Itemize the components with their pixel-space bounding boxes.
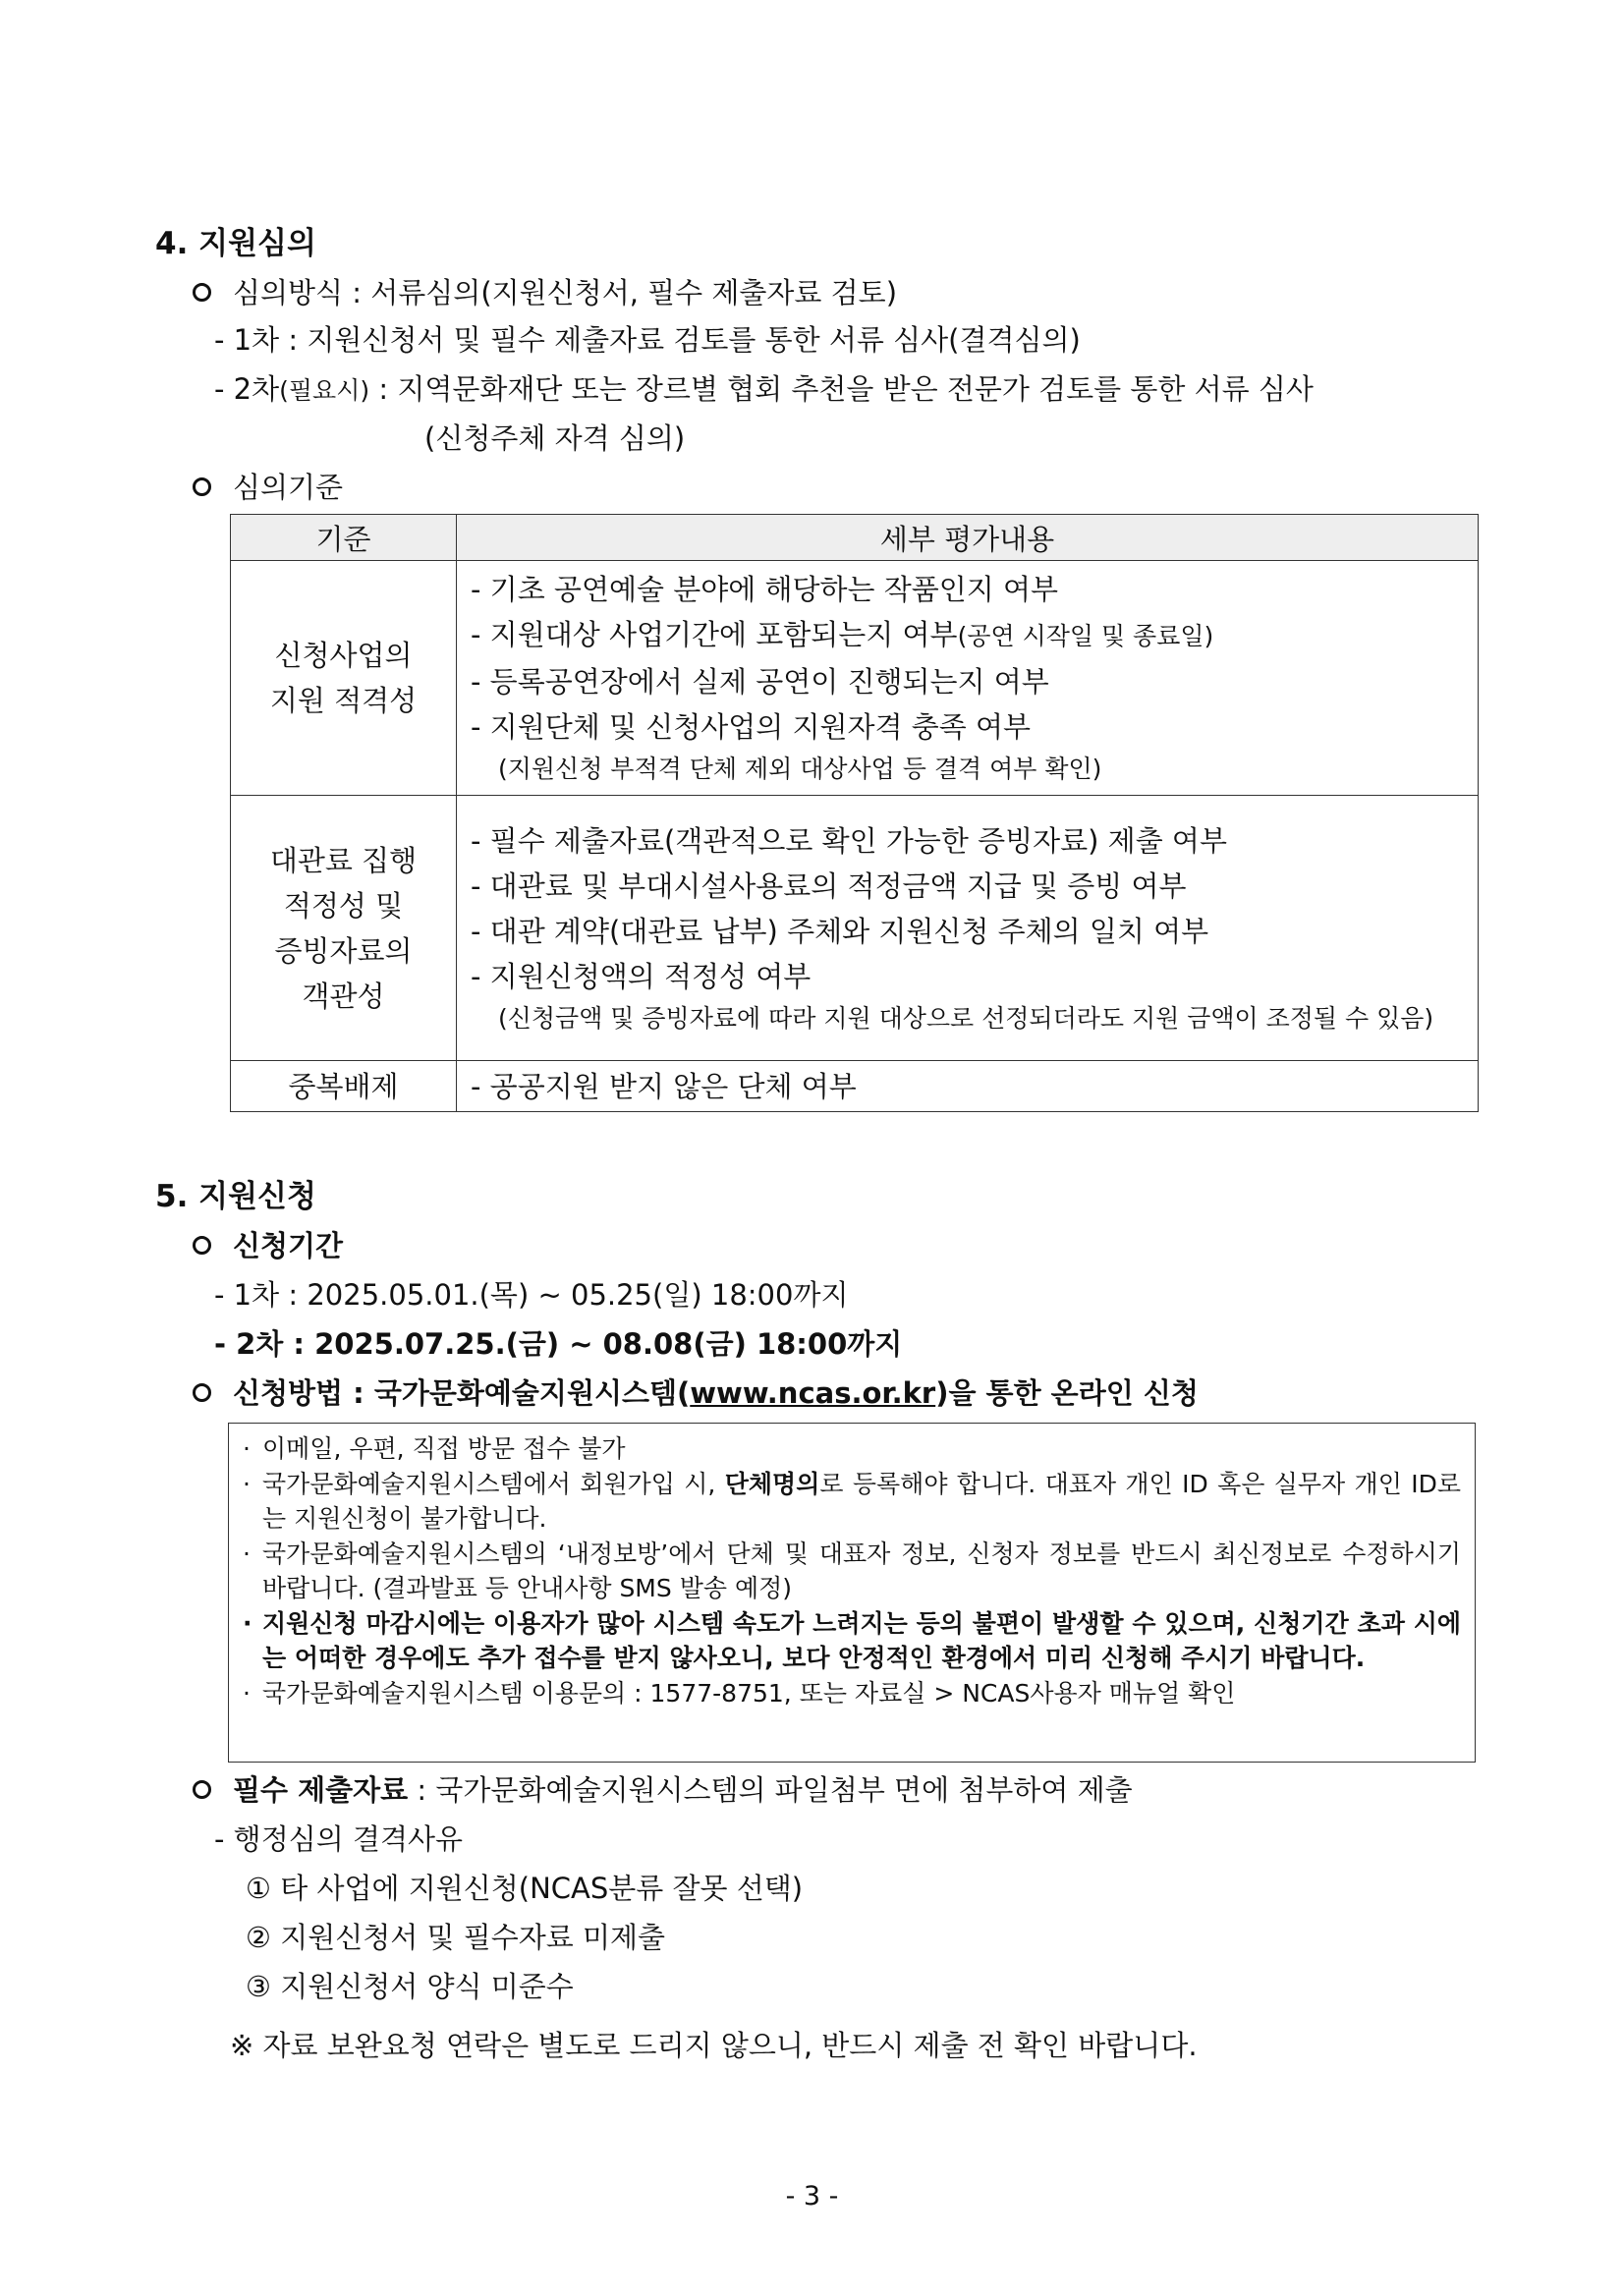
details-cell: - 공공지원 받지 않은 단체 여부 (457, 1061, 1479, 1112)
review-criteria-heading: 심의기준 (193, 466, 343, 506)
table-row (231, 561, 1479, 796)
table-row (231, 1061, 1479, 1112)
disqualification-item: ③ 지원신청서 양식 미준수 (246, 1970, 574, 2003)
disqualification-heading: - 행정심의 결격사유 (214, 1822, 464, 1856)
criteria-cell: 중복배제 (231, 1061, 457, 1112)
application-period-heading: 신청기간 (193, 1224, 343, 1264)
circle-bullet-icon (193, 1780, 211, 1799)
notice-item: · 국가문화예술지원시스템 이용문의 : 1577-8751, 또는 자료실 > NCAS사용자 매뉴얼 확인 (243, 1676, 1461, 1711)
circle-bullet-icon (193, 1236, 211, 1255)
required-documents: 필수 제출자료 : 국가문화예술지원시스템의 파일첨부 면에 첨부하여 제출 (193, 1768, 1133, 1809)
header-criteria: 기준 (231, 515, 457, 561)
review-round-2-cont: (신청주체 자격 심의) (424, 421, 686, 455)
disqualification-item: ② 지원신청서 및 필수자료 미제출 (246, 1921, 666, 1954)
ncas-link[interactable]: www.ncas.or.kr (690, 1376, 936, 1410)
circle-bullet-icon (193, 477, 211, 496)
period-round-2: - 2차 : 2025.07.25.(금) ~ 08.08(금) 18:00까지 (214, 1327, 903, 1361)
criteria-cell: 대관료 집행 적정성 및 증빙자료의 객관성 (231, 796, 457, 1061)
notice-item: · 국가문화예술지원시스템에서 회원가입 시, 단체명의로 등록해야 합니다. 대표자 개인 ID 혹은 실무자 개인 ID로는 지원신청이 불가합니다. (243, 1467, 1461, 1537)
period-round-1: - 1차 : 2025.05.01.(목) ~ 05.25(일) 18:00까지 (214, 1278, 849, 1312)
page-number: - 3 - (785, 2181, 839, 2212)
criteria-cell: 신청사업의 지원 적격성 (231, 561, 457, 796)
review-round-1: - 1차 : 지원신청서 및 필수 제출자료 검토를 통한 서류 심사(결격심의) (214, 323, 1081, 357)
review-round-2: - 2차(필요시) : 지역문화재단 또는 장르별 협회 추천을 받은 전문가 검토를 통한 서류 심사 (214, 372, 1314, 406)
circle-bullet-icon (193, 283, 211, 302)
header-details: 세부 평가내용 (457, 515, 1479, 561)
notice-item: · 국가문화예술지원시스템의 ‘내정보방’에서 단체 및 대표자 정보, 신청자 정보를 반드시 최신정보로 수정하시기 바랍니다. (결과발표 등 안내사항 SMS 발송 예정) (243, 1537, 1461, 1606)
application-method-heading: 신청방법 : 국가문화예술지원시스템(www.ncas.or.kr)을 통한 온라인 신청 (193, 1372, 1199, 1412)
note: ※ 자료 보완요청 연락은 별도로 드리지 않으니, 반드시 제출 전 확인 바랍니다. (230, 2029, 1198, 2062)
notice-item: · 지원신청 마감시에는 이용자가 많아 시스템 속도가 느려지는 등의 불편이 발생할 수 있으며, 신청기간 초과 시에는 어떠한 경우에도 추가 접수를 받지 않사오니, 보다 안정적인 환경에서 미리 신청해 주시기 바랍니다. (243, 1606, 1461, 1676)
table-row (231, 796, 1479, 1061)
circle-bullet-icon (193, 1383, 211, 1402)
details-cell: - 기초 공연예술 분야에 해당하는 작품인지 여부 - 지원대상 사업기간에 포함되는지 여부(공연 시작일 및 종료일) - 등록공연장에서 실제 공연이 진행되는지 여부 - 지원단체 및 신청사업의 지원자격 충족 여부 (지원신청 부적격 단체 제외 대상사업 등 결격 여부 확인) (457, 561, 1479, 796)
review-method: 심의방식 : 서류심의(지원신청서, 필수 제출자료 검토) (193, 271, 897, 311)
table-header-row (231, 515, 1479, 561)
notice-item: · 이메일, 우편, 직접 방문 접수 불가 (243, 1431, 1461, 1467)
review-criteria-table (230, 514, 1479, 1112)
section-5-title: 5. 지원신청 (155, 1179, 316, 1214)
notice-box (228, 1423, 1476, 1763)
section-4-title: 4. 지원심의 (155, 226, 316, 261)
disqualification-item: ① 타 사업에 지원신청(NCAS분류 잘못 선택) (246, 1872, 804, 1905)
details-cell: - 필수 제출자료(객관적으로 확인 가능한 증빙자료) 제출 여부 - 대관료 및 부대시설사용료의 적정금액 지급 및 증빙 여부 - 대관 계약(대관료 납부) 주체와 지원신청 주체의 일치 여부 - 지원신청액의 적정성 여부 (신청금액 및 증빙자료에 따라 지원 대상으로 선정되더라도 지원 금액이 조정될 수 있음) (457, 796, 1479, 1061)
